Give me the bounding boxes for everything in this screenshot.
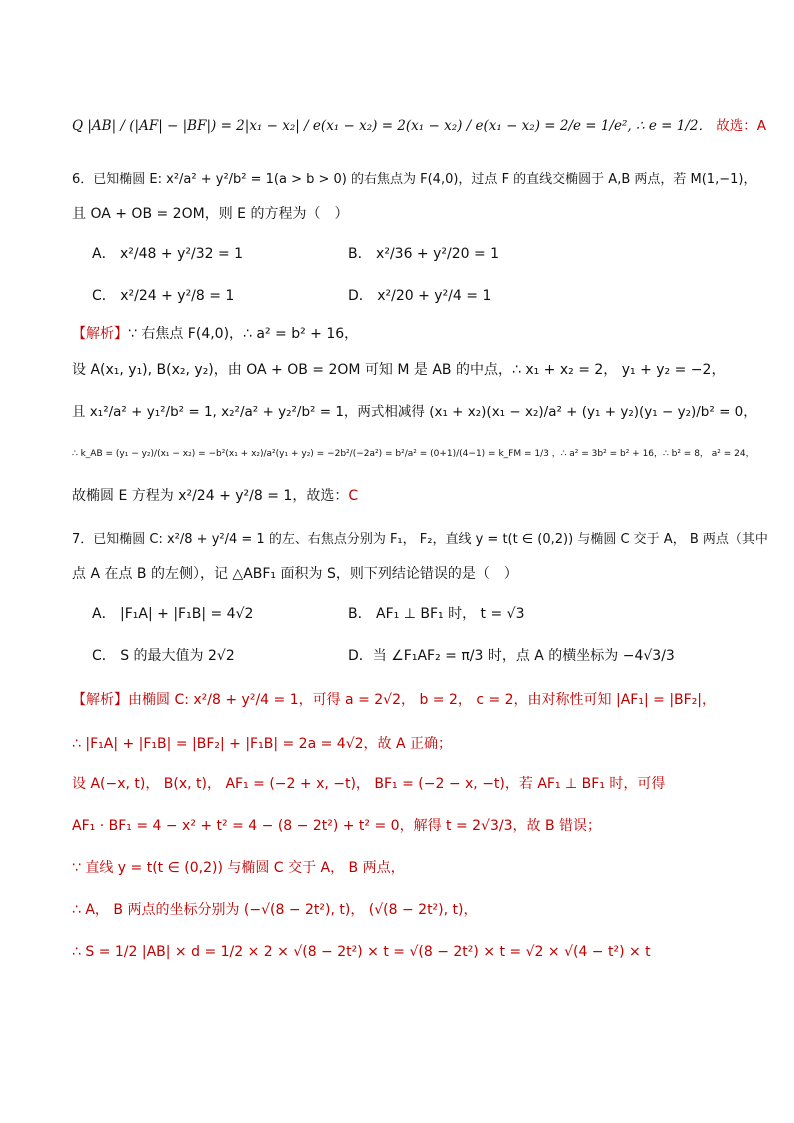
q7-solution-line4: AF₁ · BF₁ = 4 − x² + t² = 4 − (8 − 2t²) + t² = 0，解得 t = 2√3/3，故 B 错误； [72,818,602,834]
q7-solution-line6: ∴ A， B 两点的坐标分别为 (−√(8 − 2t²), t)， (√(8 − 2t²), t)， [72,902,478,918]
q5-answer: 故选：A [716,118,767,134]
q6-solution-line4: ∴ k_AB = (y₁ − y₂)/(x₁ − x₂) = −b²(x₁ + x₂)/a²(y₁ + y₂) = −2b²/(−2a²) = b²/a² = (0+1)/(4−1) = k_FM = 1/3 ，∴ a² = 3b² = b² + 16，∴ b² = 8， a² = 24， [72,449,755,459]
q6-option-c: C． x²/24 + y²/8 = 1 [92,288,235,304]
q6-solution-line3: 且 x₁²/a² + y₁²/b² = 1, x₂²/a² + y₂²/b² = 1，两式相减得 (x₁ + x₂)(x₁ − x₂)/a² + (y₁ + y₂)(y₁ − y₂)/b² = 0， [72,404,757,420]
q7-stem-line2: 点 A 在点 B 的左侧），记 △ABF₁ 面积为 S，则下列结论错误的是（ ） [72,566,518,582]
q7-option-a: A． |F₁A| + |F₁B| = 4√2 [92,606,254,622]
q7-solution-line2: ∴ |F₁A| + |F₁B| = |BF₂| + |F₁B| = 2a = 4√2，故 A 正确； [72,736,452,752]
q7-solution-line5: ∵ 直线 y = t(t ∈ (0,2)) 与椭圆 C 交于 A， B 两点， [72,860,405,876]
q7-stem-line1: 7．已知椭圆 C: x²/8 + y²/4 = 1 的左、右焦点分别为 F₁， F₂，直线 y = t(t ∈ (0,2)) 与椭圆 C 交于 A， B 两点（其中 [72,532,768,547]
q5-tail-text: Q |AB| / (|AF| − |BF|) = 2|x₁ − x₂| / e(x₁ − x₂) = 2(x₁ − x₂) / e(x₁ − x₂) = 2/e = 1/e², ∴ e = 1/2． [72,118,712,134]
q7-option-b: B． AF₁ ⊥ BF₁ 时， t = √3 [348,606,525,622]
q7-solution-line3: 设 A(−x, t)， B(x, t)， AF₁ = (−2 + x, −t)， BF₁ = (−2 − x, −t)，若 AF₁ ⊥ BF₁ 时，可得 [72,776,666,792]
q6-solution-line2: 设 A(x₁, y₁), B(x₂, y₂)，由 OA + OB = 2OM 可知 M 是 AB 的中点，∴ x₁ + x₂ = 2， y₁ + y₂ = −2， [72,362,726,378]
q6-solution-line5 [72,486,358,506]
q7-solution-line7: ∴ S = 1/2 |AB| × d = 1/2 × 2 × √(8 − 2t²) × t = √(8 − 2t²) × t = √2 × √(4 − t²) × t [72,944,651,960]
q5-solution-tail [72,116,766,136]
q6-option-b: B． x²/36 + y²/20 = 1 [348,246,500,262]
q6-sol1-text: ∵ 右焦点 F(4,0)，∴ a² = b² + 16， [128,326,359,342]
q6-stem-line2: 且 OA + OB = 2OM，则 E 的方程为（ ） [72,206,349,222]
q6-option-d: D． x²/20 + y²/4 = 1 [348,288,492,304]
q7-solution-tag: 【解析】 [72,692,128,708]
q7-option-d: D．当 ∠F₁AF₂ = π/3 时，点 A 的横坐标为 −4√3/3 [348,648,675,664]
q6-solution-line1 [72,324,358,344]
q7-solution-line1 [72,690,716,710]
q6-solution-tag: 【解析】 [72,326,128,342]
q6-stem-line1: 6．已知椭圆 E: x²/a² + y²/b² = 1(a > b > 0) 的右焦点为 F(4,0)，过点 F 的直线交椭圆于 A,B 两点，若 M(1,−1)， [72,172,757,187]
q6-option-a: A． x²/48 + y²/32 = 1 [92,246,244,262]
q6-sol5-text: 故椭圆 E 方程为 x²/24 + y²/8 = 1，故选： [72,488,349,504]
q6-answer: C [348,488,359,504]
q7-option-c: C． S 的最大值为 2√2 [92,648,235,664]
q7-sol1-text: 由椭圆 C: x²/8 + y²/4 = 1，可得 a = 2√2， b = 2， c = 2，由对称性可知 |AF₁| = |BF₂|， [128,692,717,708]
